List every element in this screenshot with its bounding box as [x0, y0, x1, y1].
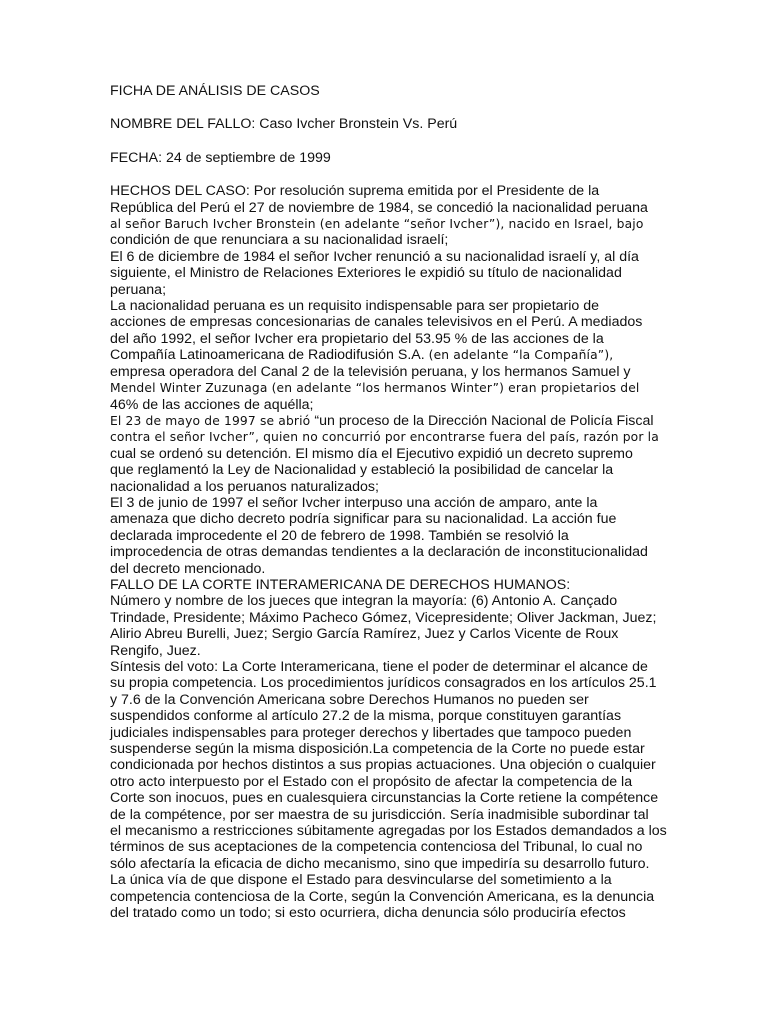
text-line: judiciales indispensables para proteger derechos y libertades que tampoco pueden: [110, 724, 632, 741]
text-line: Rengifo, Juez.: [110, 642, 201, 659]
text-line: La única vía de que dispone el Estado para desvincularse del sometimiento a la: [110, 872, 612, 889]
text-line: El 23 de mayo de 1997 se abrió “un proceso de la Dirección Nacional de Policía Fiscal: [110, 412, 654, 429]
text-line: declarada improcedente el 20 de febrero de 1998. También se resolvió la: [110, 527, 569, 544]
text-line: suspendidos conforme al artículo 27.2 de la misma, porque constituyen garantías: [110, 708, 622, 725]
text-line: del año 1992, el señor Ivcher era propietario del 53.95 % de las acciones de la: [110, 330, 604, 347]
text-line: del tratado como un todo; si esto ocurriera, dicha denuncia sólo produciría efectos: [110, 905, 626, 922]
text-line: su propia competencia. Los procedimientos jurídicos consagrados en los artículos 25.1: [110, 675, 657, 692]
text-line: Trindade, Presidente; Máximo Pacheco Gómez, Vicepresidente; Oliver Jackman, Juez;: [110, 609, 657, 626]
text-line: siguiente, el Ministro de Relaciones Exteriores le expidió su título de nacionalidad: [110, 265, 622, 282]
text-line: cual se ordenó su detención. El mismo día el Ejecutivo expidió un decreto supremo: [110, 445, 633, 462]
text-line: La nacionalidad peruana es un requisito indispensable para ser propietario de: [110, 298, 600, 315]
text-line: 46% de las acciones de aquélla;: [110, 396, 314, 413]
text-line: al señor Baruch Ivcher Bronstein (en adelante “señor Ivcher”), nacido en Israel, bajo: [110, 217, 644, 232]
text-line: Corte son inocuos, pues en cualesquiera circunstancias la Corte retiene la compétence: [110, 790, 659, 807]
text-line: contra el señor Ivcher”, quien no concurrió por encontrarse fuera del país, razón por la: [110, 430, 659, 445]
text-line: peruana;: [110, 281, 167, 298]
text-line: empresa operadora del Canal 2 de la televisión peruana, y los hermanos Samuel y: [110, 363, 631, 380]
text-line: suspenderse según la misma disposición.La competencia de la Corte no puede estar: [110, 741, 645, 758]
text-line: que reglamentó la Ley de Nacionalidad y estableció la posibilidad de cancelar la: [110, 462, 614, 479]
text-line: condicionada por hechos distintos a sus propias actuaciones. Una objeción o cualquier: [110, 757, 656, 774]
text-line: otro acto interpuesto por el Estado con el propósito de afectar la competencia de la: [110, 773, 633, 790]
case-name: NOMBRE DEL FALLO: Caso Ivcher Bronstein Vs. Perú: [110, 116, 458, 133]
text-line: Número y nombre de los jueces que integran la mayoría: (6) Antonio A. Cançado: [110, 593, 618, 610]
text-line: términos de sus aceptaciones de la competencia contenciosa del Tribunal, lo cual no: [110, 839, 643, 856]
text-line: Compañía Latinoamericana de Radiodifusión S.A. (en adelante “la Compañía”),: [110, 347, 614, 364]
text-line: condición de que renunciara a su nacionalidad israelí;: [110, 232, 449, 249]
text-line: sólo afectaría la eficacia de dicho mecanismo, sino que impediría su desarrollo futuro.: [110, 855, 650, 872]
text-line: República del Perú el 27 de noviembre de 1984, se concedió la nacionalidad peruana: [110, 199, 648, 216]
text-line: el mecanismo a restricciones súbitamente agregadas por los Estados demandados a los: [110, 823, 667, 840]
text-line: acciones de empresas concesionarias de canales televisivos en el Perú. A mediados: [110, 314, 643, 331]
document-text: [110, 183, 667, 922]
text-line: Mendel Winter Zuzunaga (en adelante “los hermanos Winter”) eran propietarios del: [110, 381, 640, 396]
text-line: El 3 de junio de 1997 el señor Ivcher interpuso una acción de amparo, ante la: [110, 494, 598, 511]
text-line: Alirio Abreu Burelli, Juez; Sergio García Ramírez, Juez y Carlos Vicente de Roux: [110, 626, 619, 643]
text-line: improcedencia de otras demandas tendientes a la declaración de inconstitucionalidad: [110, 544, 648, 561]
case-date: FECHA: 24 de septiembre de 1999: [110, 149, 331, 166]
document-body: [110, 83, 667, 922]
text-line: nacionalidad a los peruanos naturalizados;: [110, 478, 379, 495]
text-line: y 7.6 de la Convención Americana sobre Derechos Humanos no pueden ser: [110, 691, 589, 708]
text-line: del decreto mencionado.: [110, 560, 266, 577]
text-line: Síntesis del voto: La Corte Interamericana, tiene el poder de determinar el alcance de: [110, 659, 648, 675]
document-title: FICHA DE ANÁLISIS DE CASOS: [110, 83, 320, 99]
text-line: FALLO DE LA CORTE INTERAMERICANA DE DERECHOS HUMANOS:: [110, 576, 571, 593]
text-line: HECHOS DEL CASO: Por resolución suprema emitida por el Presidente de la: [110, 183, 600, 200]
text-line: competencia contenciosa de la Corte, según la Convención Americana, es la denuncia: [110, 888, 655, 905]
text-line: de la compétence, por ser maestra de su jurisdicción. Sería inadmisible subordinar tal: [110, 806, 649, 823]
text-line: El 6 de diciembre de 1984 el señor Ivcher renunció a su nacionalidad israelí y, al día: [110, 248, 639, 265]
text-line: amenaza que dicho decreto podría significar para su nacionalidad. La acción fue: [110, 511, 617, 528]
